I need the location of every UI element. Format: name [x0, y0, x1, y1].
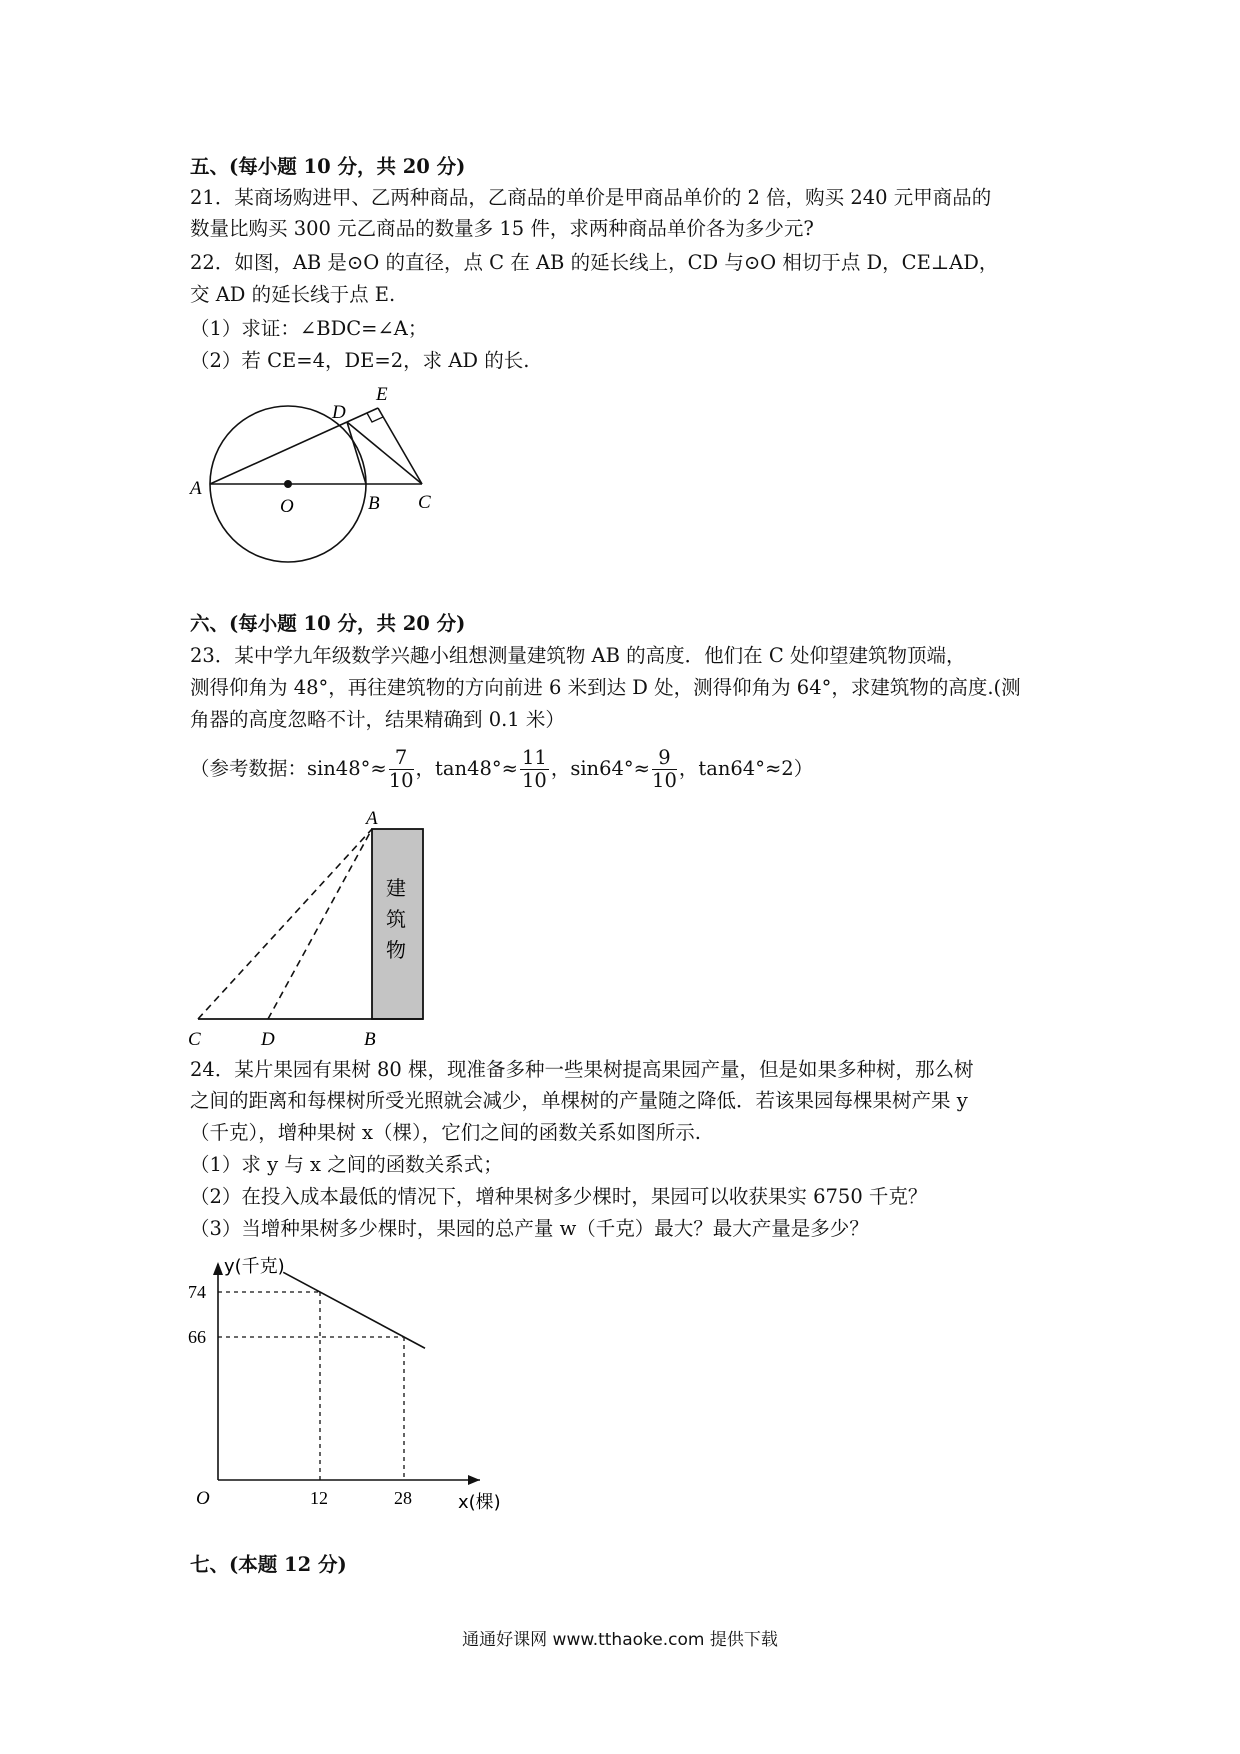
- label-e: E: [376, 384, 388, 405]
- building-char-2: 筑: [386, 907, 406, 931]
- building-char-1: 建: [386, 876, 406, 900]
- q24-part-2: （2）在投入成本最低的情况下，增种果树多少棵时，果园可以收获果实 6750 千克？: [190, 1185, 928, 1208]
- line-dc: [347, 422, 422, 484]
- line-de: [347, 408, 378, 422]
- building-height-figure: [180, 805, 440, 1050]
- x-axis-label: x(棵): [458, 1492, 501, 1513]
- footer-source: 通通好课网 www.tthaoke.com 提供下载: [462, 1630, 778, 1650]
- fraction-numerator: 11: [521, 746, 547, 769]
- label-d: D: [332, 402, 346, 423]
- q21-line-1: 21．某商场购进甲、乙两种商品，乙商品的单价是甲商品单价的 2 倍，购买 240 元甲商品的: [190, 186, 992, 209]
- fraction-denominator: 10: [652, 769, 677, 792]
- y-tick-label: 66: [188, 1327, 206, 1347]
- q22-part-1: （1）求证：∠BDC=∠A；: [190, 317, 428, 340]
- q24-line-2: 之间的距离和每棵树所受光照就会减少，单棵树的产量随之降低．若该果园每棵果树产果 y: [190, 1089, 968, 1112]
- label-d: D: [261, 1029, 275, 1050]
- line-db: [347, 422, 366, 484]
- label-b: B: [368, 493, 380, 514]
- fraction-denominator: 10: [521, 769, 547, 792]
- ref-sin64: ，sin64°≈: [550, 757, 651, 780]
- y-axis-label: y(千克): [224, 1256, 285, 1277]
- section-7-heading: 七、(本题 12 分): [190, 1553, 347, 1576]
- line-ec: [378, 408, 422, 484]
- fraction-tan48: [520, 747, 549, 792]
- q22-part-2: （2）若 CE=4，DE=2，求 AD 的长.: [190, 349, 530, 372]
- x-tick-label: 28: [394, 1488, 412, 1508]
- sight-line-d: [268, 829, 372, 1019]
- origin-label: O: [196, 1488, 210, 1509]
- q23-line-2: 测得仰角为 48°，再往建筑物的方向前进 6 米到达 D 处，测得仰角为 64°，求建筑物的高度.(测: [190, 676, 1021, 699]
- q24-part-1: （1）求 y 与 x 之间的函数关系式；: [190, 1153, 503, 1176]
- q23-line-3: 角器的高度忽略不计，结果精确到 0.1 米）: [190, 708, 565, 731]
- label-c: C: [188, 1029, 201, 1050]
- circle-geometry-figure: [180, 378, 440, 568]
- ref-prefix: （参考数据：sin48°≈: [190, 757, 387, 780]
- label-o: O: [280, 496, 294, 517]
- q22-line-1: 22．如图，AB 是⊙O 的直径，点 C 在 AB 的延长线上，CD 与⊙O 相切于点 D，CE⊥AD，: [190, 251, 999, 274]
- right-angle-mark: [367, 413, 383, 422]
- q23-line-1: 23．某中学九年级数学兴趣小组想测量建筑物 AB 的高度．他们在 C 处仰望建筑物顶端，: [190, 644, 966, 667]
- q24-line-3: （千克），增种果树 x（棵），它们之间的函数关系如图所示.: [190, 1121, 701, 1144]
- center-dot: [284, 480, 292, 488]
- q24-line-1: 24．某片果园有果树 80 棵，现准备多种一些果树提高果园产量，但是如果多种树，那么树: [190, 1058, 974, 1081]
- reference-data: [190, 745, 813, 793]
- section-6-heading: 六、(每小题 10 分，共 20 分): [190, 612, 466, 635]
- ref-tan64: ，tan64°≈2）: [678, 757, 814, 780]
- fraction-sin64: [652, 747, 677, 792]
- x-axis-arrow: [468, 1475, 480, 1485]
- q24-part-3: （3）当增种果树多少棵时，果园的总产量 w（千克）最大？最大产量是多少？: [190, 1217, 869, 1240]
- ref-tan48: ，tan48°≈: [415, 757, 518, 780]
- fraction-numerator: 7: [389, 747, 414, 770]
- q22-line-2: 交 AD 的延长线于点 E.: [190, 283, 396, 306]
- y-tick-label: 74: [188, 1282, 206, 1302]
- sight-line-c: [198, 829, 372, 1019]
- chart-marks: [188, 1272, 425, 1508]
- section-5-heading: 五、(每小题 10 分，共 20 分): [190, 155, 466, 178]
- q21-line-2: 数量比购买 300 元乙商品的数量多 15 件，求两种商品单价各为多少元?: [190, 217, 814, 240]
- label-a: A: [190, 478, 202, 499]
- label-a: A: [366, 808, 378, 829]
- fraction-denominator: 10: [388, 769, 414, 792]
- fraction-numerator: 9: [652, 747, 677, 770]
- label-b: B: [364, 1029, 376, 1050]
- y-axis-arrow: [213, 1262, 223, 1275]
- x-tick-label: 12: [310, 1488, 328, 1508]
- label-c: C: [418, 492, 431, 513]
- function-graph-chart: [180, 1250, 510, 1515]
- fraction-sin48: [389, 747, 414, 792]
- building-char-3: 物: [386, 938, 406, 962]
